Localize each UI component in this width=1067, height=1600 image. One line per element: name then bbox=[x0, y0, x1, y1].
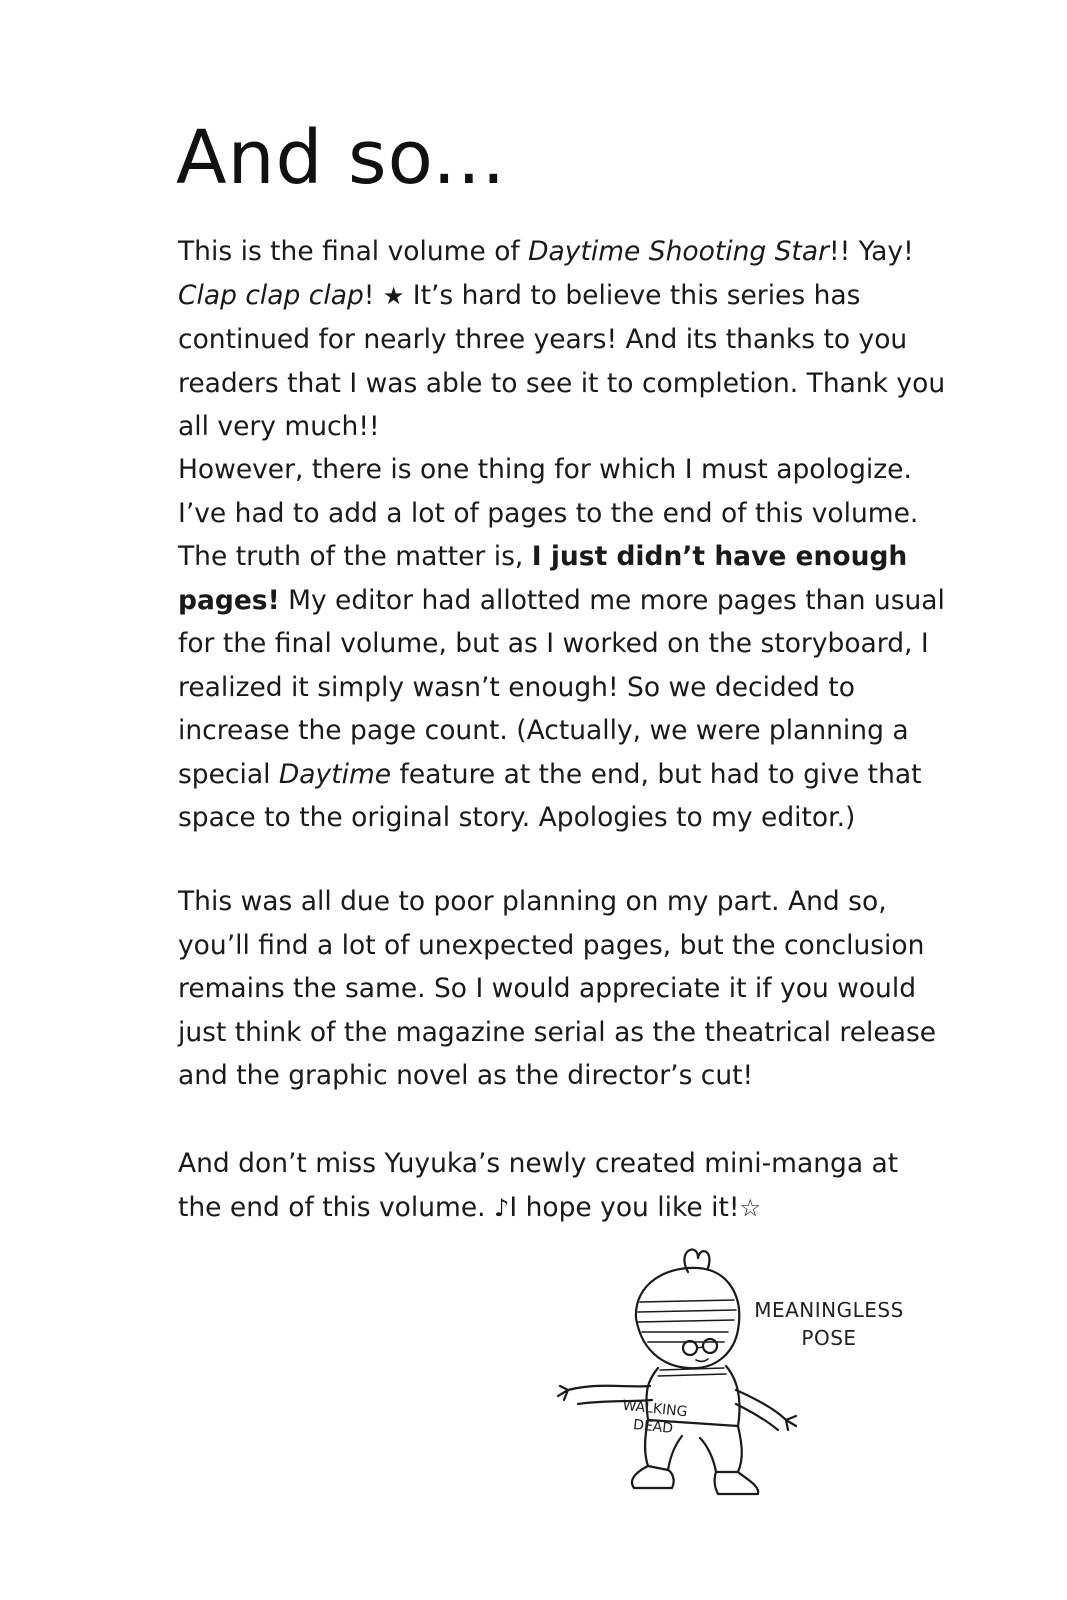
paragraph-mini-manga bbox=[178, 1142, 948, 1230]
shirt-line-1: WALKING bbox=[621, 1397, 689, 1421]
p1-text-d: It’s hard to believe this series has continued for nearly three years! And its thanks to you readers that I was able to see it to completion. Thank you all very much!! bbox=[178, 279, 946, 442]
daytime-title: Daytime bbox=[278, 758, 392, 790]
star-icon: ★ bbox=[382, 281, 405, 310]
caption-line-2: POSE bbox=[801, 1326, 857, 1350]
p1-text-a: This is the final volume of bbox=[178, 236, 529, 267]
page-title: And so... bbox=[176, 115, 507, 201]
paragraph-intro bbox=[178, 230, 948, 449]
series-title: Daytime Shooting Star bbox=[528, 236, 829, 267]
p4-text-a: And don’t miss Yuyuka’s newly created mini-manga at the end of this volume. bbox=[178, 1148, 899, 1223]
p2-text-c: feature at the end, but had to give that space to the original story. Apologies to my editor.) bbox=[178, 758, 922, 833]
bold-statement: I just didn’t have enough pages! bbox=[178, 541, 908, 616]
paragraph-apology bbox=[178, 448, 948, 840]
outline-star-icon: ☆ bbox=[739, 1193, 762, 1222]
illustration-caption bbox=[754, 1296, 904, 1352]
clap-text: Clap clap clap bbox=[178, 279, 364, 311]
shirt-line-2: DEAD bbox=[632, 1416, 674, 1437]
caption-line-1: MEANINGLESS bbox=[754, 1298, 904, 1322]
p4-text-b: I hope you like it! bbox=[509, 1191, 740, 1223]
author-doodle-illustration bbox=[548, 1240, 928, 1540]
p1-text-c: ! bbox=[363, 279, 383, 311]
paragraph-planning bbox=[178, 880, 948, 1098]
p2-text-b: My editor had allotted me more pages than usual for the final volume, but as I worked on the storyboard, I realized it simply wasn’t enough! So we decided to increase the page count. (Actually, we were planning a special bbox=[178, 584, 945, 790]
p3-text: This was all due to poor planning on my part. And so, you’ll find a lot of unexpected pages, but the conclusion remains the same. So I would appreciate it if you would just think of the magazine serial as the theatrical release and the graphic novel as the director’s cut! bbox=[178, 886, 937, 1091]
p1-text-b: !! Yay! bbox=[828, 236, 914, 267]
music-note-icon: ♪ bbox=[494, 1193, 510, 1222]
p2-text-a: However, there is one thing for which I must apologize. I’ve had to add a lot of pages to the end of this volume. The truth of the matter is, bbox=[178, 454, 919, 572]
